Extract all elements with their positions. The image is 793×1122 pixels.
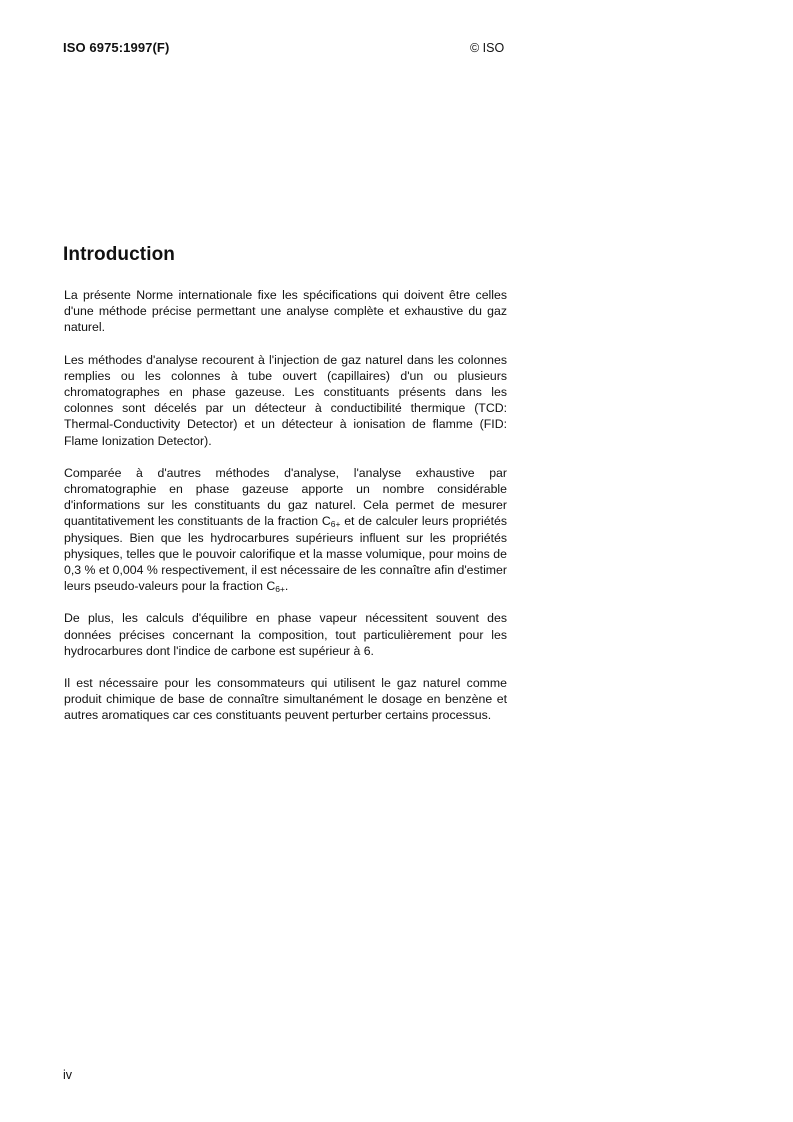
standard-reference: ISO 6975:1997(F) — [63, 40, 170, 55]
subscript-c6-plus: 6+ — [275, 584, 285, 595]
paragraph-scope: La présente Norme internationale fixe les spécifications qui doivent être celles d'une méthode précise permettant une analyse complète et exhaustive du gaz naturel. — [64, 288, 507, 335]
page-number: iv — [63, 1068, 73, 1082]
paragraph-methods: Les méthodes d'analyse recourent à l'injection de gaz naturel dans les colonnes remplies ou les colonnes à tube ouvert (capillaires) d'un ou plusieurs chromatographes en phase gazeuse. Les constituants présents dans les colonnes sont décelés par un détecteur à conductibilité thermique (TCD: Thermal-Conductivity Detector) et un détecteur à ionisation de flamme (FID: Flame Ionization Detector). — [64, 352, 507, 448]
paragraph-comparison-part2: et de calculer leurs propriétés physiques. Bien que les hydrocarbures supérieurs influent sur les propriétés physiques, telles que le pouvoir calorifique et la masse volumique, pour moins de 0,3 % et 0,004 % respectivement, il est nécessaire de les connaître afin d'estimer leurs pseudo-valeurs pour la fraction C — [64, 514, 507, 594]
section-title: Introduction — [63, 244, 176, 265]
introduction-body — [64, 287, 507, 740]
paragraph-comparison-part1: Comparée à d'autres méthodes d'analyse, l'analyse exhaustive par chromatographie en phase gazeuse apporte un nombre considérable d'informations sur les constituants du gaz naturel. Cela permet de mesurer quantitativement les constituants de la fraction C — [64, 465, 507, 529]
paragraph-equilibrium: De plus, les calculs d'équilibre en phase vapeur nécessitent souvent des données précises concernant la composition, tout particulièrement pour les hydrocarbures dont l'indice de carbone est supérieur à 6. — [64, 611, 507, 658]
paragraph-comparison-part3: . — [284, 579, 289, 594]
copyright-notice: © ISO — [470, 41, 505, 55]
paragraph-comparison — [64, 465, 507, 595]
subscript-c6-plus: 6+ — [330, 519, 341, 530]
paragraph-consumers: Il est nécessaire pour les consommateurs qui utilisent le gaz naturel comme produit chimique de base de connaître simultanément le dosage en benzène et autres aromatiques car ces constituants peuvent perturber certains processus. — [64, 676, 507, 723]
